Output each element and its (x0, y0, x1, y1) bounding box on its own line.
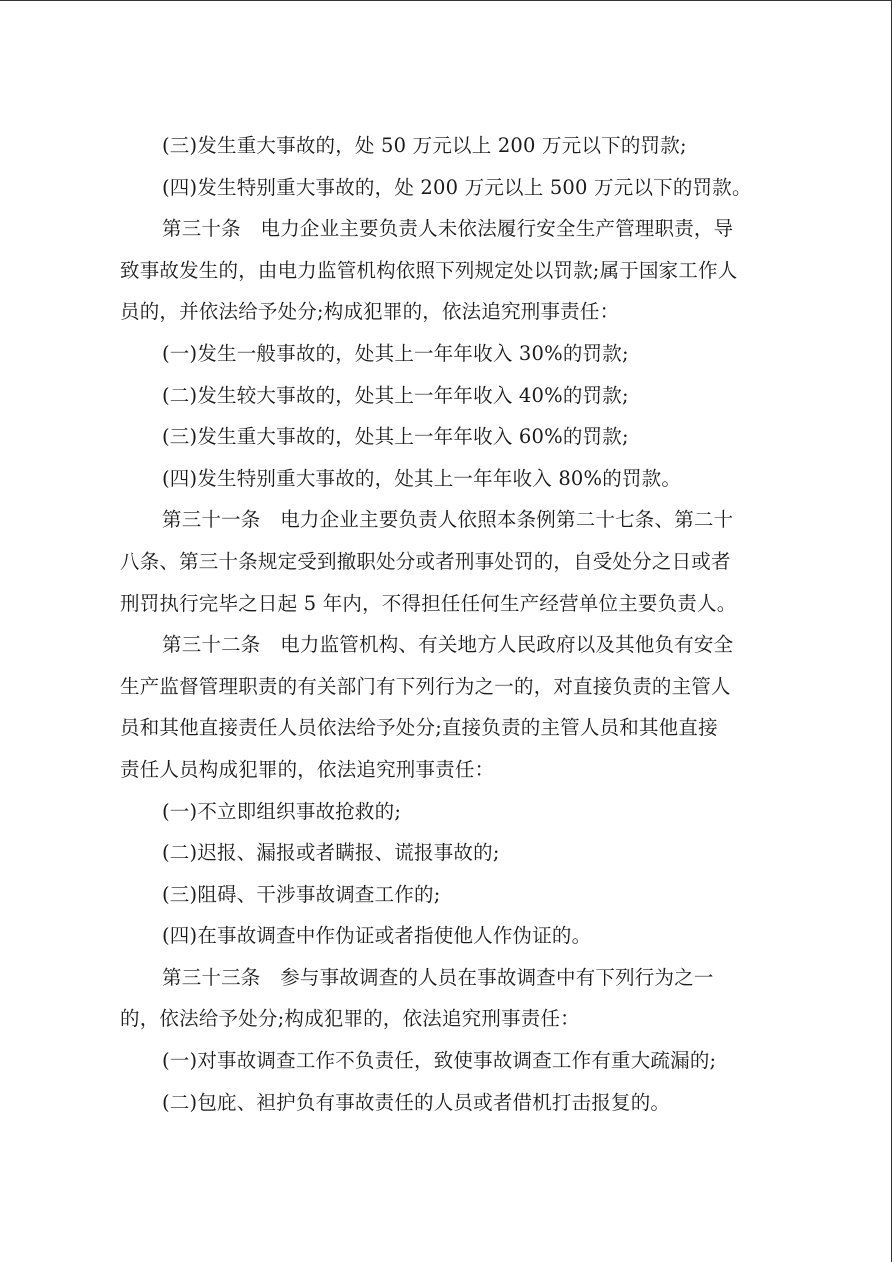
text-line: (二)迟报、漏报或者瞒报、谎报事故的; (162, 841, 500, 865)
text-line: (三)发生重大事故的，处 50 万元以上 200 万元以下的罚款; (162, 134, 687, 157)
text-line: 生产监督管理职责的有关部门有下列行为之一的，对直接负责的主管人 (120, 674, 731, 698)
text-line: (二)发生较大事故的，处其上一年年收入 40%的罚款; (162, 383, 629, 407)
text-line: 致事故发生的，由电力监管机构依照下列规定处以罚款;属于国家工作人 (120, 258, 738, 282)
article-32-heading-line: 第三十二条 电力监管机构、有关地方人民政府以及其他负有安全 (162, 633, 734, 657)
text-line: 的，依法给予处分;构成犯罪的，依法追究刑事责任： (120, 1007, 580, 1031)
article-33-heading-line: 第三十三条 参与事故调查的人员在事故调查中有下列行为之一 (162, 965, 714, 989)
text-line: (一)发生一般事故的，处其上一年年收入 30%的罚款; (162, 341, 629, 365)
text-line: (四)发生特别重大事故的，处 200 万元以上 500 万元以下的罚款。 (162, 175, 752, 199)
text-line: (三)发生重大事故的，处其上一年年收入 60%的罚款; (162, 425, 629, 449)
text-line: 八条、第三十条规定受到撤职处分或者刑事处罚的，自受处分之日或者 (120, 549, 731, 573)
text-line: 责任人员构成犯罪的，依法追究刑事责任： (120, 757, 495, 781)
text-line: 员的，并依法给予处分;构成犯罪的，依法追究刑事责任： (120, 300, 620, 324)
text-line: (三)阻碍、干涉事故调查工作的; (162, 882, 441, 906)
article-31-heading-line: 第三十一条 电力企业主要负责人依照本条例第二十七条、第二十 (162, 508, 734, 532)
text-line: (二)包庇、袒护负有事故责任的人员或者借机打击报复的。 (162, 1090, 671, 1114)
text-line: (四)发生特别重大事故的，处其上一年年收入 80%的罚款。 (162, 466, 682, 490)
article-30-heading-line: 第三十条 电力企业主要负责人未依法履行安全生产管理职责，导 (162, 217, 734, 241)
text-line: (一)不立即组织事故抢救的; (162, 799, 402, 823)
text-line: (四)在事故调查中作伪证或者指使他人作伪证的。 (162, 924, 592, 948)
text-line: (一)对事故调查工作不负责任，致使事故调查工作有重大疏漏的; (162, 1049, 717, 1073)
text-line: 刑罚执行完毕之日起 5 年内，不得担任任何生产经营单位主要负责人。 (120, 591, 737, 615)
text-line: 员和其他直接责任人员依法给予处分;直接负责的主管人员和其他直接 (120, 716, 718, 740)
document-body (120, 125, 780, 1123)
